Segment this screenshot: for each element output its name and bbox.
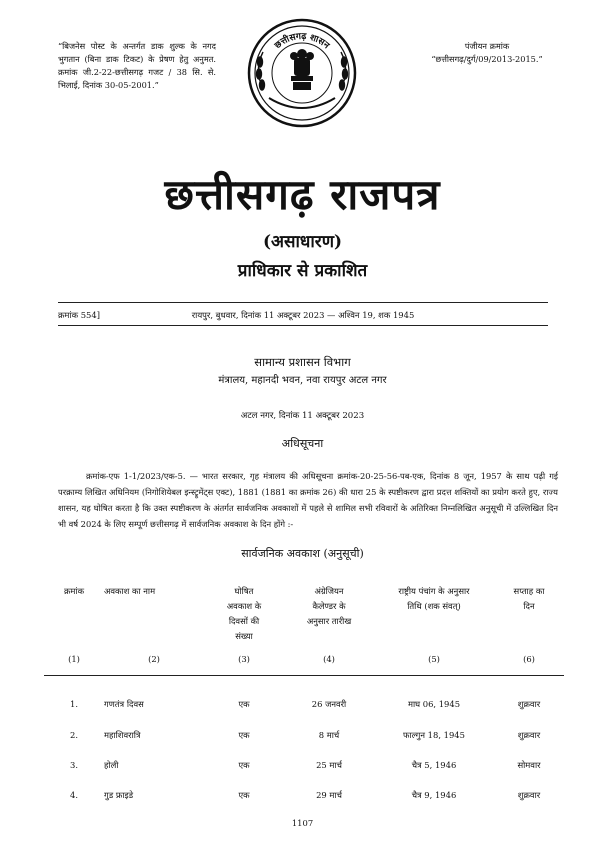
row-weekday: शुक्रवार <box>517 698 541 709</box>
notification-date: अटल नगर, दिनांक 11 अक्टूबर 2023 <box>240 411 365 421</box>
emblem-text: छत्तीसगढ़ शासन <box>273 31 331 52</box>
authority-line: प्राधिकार से प्रकाशित <box>237 261 368 281</box>
row-days: एक <box>238 759 250 770</box>
registration-label: पंजीयन क्रमांक <box>464 41 510 51</box>
row-national-date: चैत्र 5, 1946 <box>411 759 457 770</box>
holiday-table <box>44 584 564 810</box>
row-weekday: शुक्रवार <box>517 789 541 800</box>
divider-bottom <box>58 325 548 326</box>
row-weekday: शुक्रवार <box>517 729 541 740</box>
page-number: 1107 <box>291 818 314 828</box>
header-days-count: घोषित अवकाश के दिवसों की संख्या <box>226 586 262 641</box>
department-address: मंत्रालय, महानदी भवन, नवा रायपुर अटल नगर <box>218 375 387 386</box>
index-4: (4) <box>284 644 374 676</box>
department-name: सामान्य प्रशासन विभाग <box>254 355 351 369</box>
registration-block <box>407 40 567 66</box>
divider-top <box>58 302 548 303</box>
index-3: (3) <box>204 644 284 676</box>
schedule-title: सार्वजनिक अवकाश (अनुसूची) <box>241 547 364 560</box>
issue-date: रायपुर, बुधवार, दिनांक 11 अक्टूबर 2023 — अश्विन 19, शक 1945 <box>191 310 415 320</box>
index-1: (1) <box>44 644 104 676</box>
notification-heading: अधिसूचना <box>281 437 324 450</box>
row-serial: 4. <box>70 790 78 800</box>
postal-note: “बिजनेस पोस्ट के अन्तर्गत डाक शुल्क के नगद भुगतान (बिना डाक टिकट) के प्रेषण हेतु अनुमत. क्रमांक जी.2-22-छत्तीसगढ़ गजट / 38 सि. से. भिलाई, दिनांक 30-05-2001.” <box>58 41 216 90</box>
gazette-title: छत्तीसगढ़ राजपत्र <box>164 170 441 219</box>
row-weekday: सोमवार <box>517 759 541 770</box>
row-holiday-name: होली <box>104 759 119 770</box>
row-gregorian-date: 8 मार्च <box>318 729 340 740</box>
svg-text:छत्तीसगढ़ शासन <box>272 32 331 52</box>
header-serial: क्रमांक <box>63 586 85 596</box>
index-2: (2) <box>104 644 204 676</box>
row-days: एक <box>238 789 250 800</box>
row-days: एक <box>238 698 250 709</box>
row-holiday-name: गणतंत्र दिवस <box>104 698 144 709</box>
row-national-date: चैत्र 9, 1946 <box>411 789 457 800</box>
row-serial: 3. <box>70 760 78 770</box>
header-weekday: सप्ताह का दिन <box>513 586 545 611</box>
row-serial: 2. <box>70 730 78 740</box>
table-index-row <box>44 644 564 676</box>
table-row <box>44 720 564 750</box>
gazette-subtitle: (असाधारण) <box>262 232 343 252</box>
row-serial: 1. <box>70 699 78 709</box>
row-national-date: माघ 06, 1945 <box>407 698 461 709</box>
index-5: (5) <box>374 644 494 676</box>
row-holiday-name: महाशिवरात्रि <box>104 729 141 740</box>
header-national-date: राष्ट्रीय पंचांग के अनुसार तिथि (शक संवत्) <box>398 586 470 611</box>
row-gregorian-date: 25 मार्च <box>316 759 342 770</box>
row-days: एक <box>238 729 250 740</box>
table-row <box>44 780 564 810</box>
registration-number: “छत्तीसगढ़/दुर्ग/09/2013-2015.” <box>431 54 543 64</box>
row-gregorian-date: 26 जनवरी <box>311 698 347 709</box>
header-gregorian-date: अंग्रेजियन कैलेण्डर के अनुसार तारीख <box>306 586 352 626</box>
row-gregorian-date: 29 मार्च <box>316 789 342 800</box>
row-holiday-name: गुड फ्राइडे <box>104 789 134 800</box>
header-holiday-name: अवकाश का नाम <box>104 586 156 596</box>
notification-body: क्रमांक-एफ 1-1/2023/एक-5. — भारत सरकार, गृह मंत्रालय की अधिसूचना क्रमांक-20-25-56-पब-एक, दिनांक 8 जून, 1957 के साथ पढ़ी गई परक्राम्य लिखित अधिनियम (निगोशियेबल इन्स्ट्रूमेंट्स एक्ट), 1881 (1881 का क्रमांक 26) की धारा 25 के स्पष्टीकरण द्वारा प्रदत्त शक्तियों का प्रयोग करते हुए, राज्य शासन, यह घोषित करता है कि उक्त स्पष्टीकरण के अंतर्गत सार्वजनिक अवकाशों में पहले से शामिल सभी रविवारों के अतिरिक्त निम्नलिखित अनुसूची में उल्लिखित दिन भी वर्ष 2024 के लिए सम्पूर्ण छत्तीसगढ़ में सार्वजनिक अवकाश के दिन होंगे :- <box>58 471 558 529</box>
issue-number: क्रमांक 554] <box>58 310 100 320</box>
row-national-date: फाल्गुन 18, 1945 <box>403 729 465 740</box>
state-emblem-seal-icon <box>247 18 357 128</box>
table-row <box>44 750 564 780</box>
table-row <box>44 676 564 721</box>
index-6: (6) <box>494 644 564 676</box>
table-header-row <box>44 584 564 644</box>
